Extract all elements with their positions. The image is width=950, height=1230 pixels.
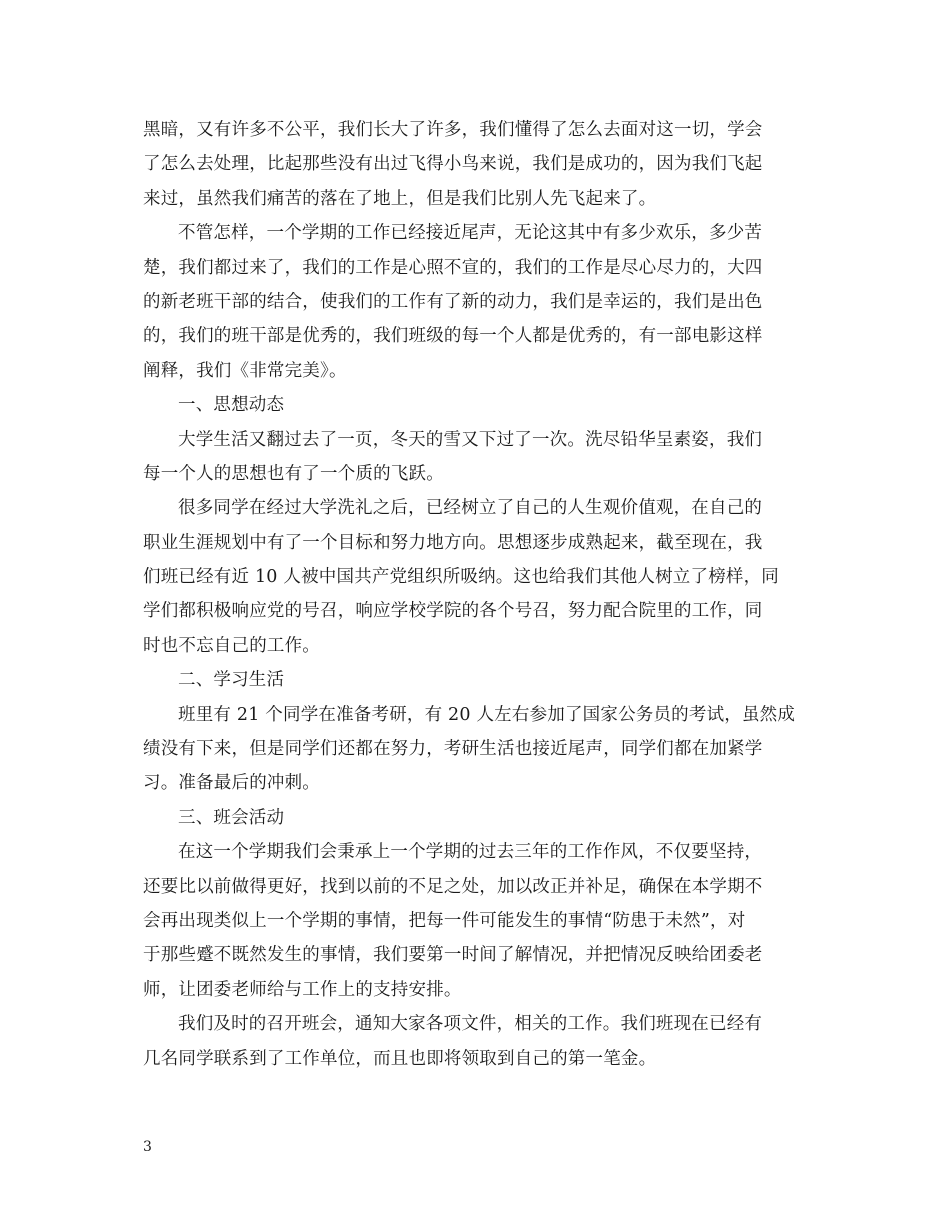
page-number: 3 <box>143 1139 152 1155</box>
text-line: 们班已经有近 10 人被中国共产党组织所吸纳。这也给我们其他人树立了榜样，同 <box>143 567 779 588</box>
text-line: 来过，虽然我们痛苦的落在了地上，但是我们比别人先飞起来了。 <box>143 188 657 209</box>
text-line: 楚，我们都过来了，我们的工作是心照不宣的，我们的工作是尽心尽力的，大四 <box>143 257 763 278</box>
text-line: 很多同学在经过大学洗礼之后，已经树立了自己的人生观价值观，在自己的 <box>178 498 763 519</box>
text-line: 的新老班干部的结合，使我们的工作有了新的动力，我们是幸运的，我们是出色 <box>143 291 763 312</box>
text-line: 班里有 21 个同学在准备考研，有 20 人左右参加了国家公务员的考试，虽然成 <box>178 704 796 725</box>
text-line: 黑暗，又有许多不公平，我们长大了许多，我们懂得了怎么去面对这一切，学会 <box>143 120 763 140</box>
text-line: 每一个人的思想也有了一个质的飞跃。 <box>143 463 444 484</box>
text-line: 不管怎样，一个学期的工作已经接近尾声，无论这其中有多少欢乐，多少苦 <box>178 223 763 244</box>
text-line: 还要比以前做得更好，找到以前的不足之处，加以改正并补足，确保在本学期不 <box>143 876 763 897</box>
text-line: 时也不忘自己的工作。 <box>143 635 320 656</box>
text-line: 在这一个学期我们会秉承上一个学期的过去三年的工作作风，不仅要坚持， <box>178 842 763 863</box>
section-heading: 一、思想动态 <box>178 395 285 416</box>
text-line: 习。准备最后的冲刺。 <box>143 773 320 794</box>
text-line: 我们及时的召开班会，通知大家各项文件，相关的工作。我们班现在已经有 <box>178 1014 763 1035</box>
text-line: 的，我们的班干部是优秀的，我们班级的每一个人都是优秀的，有一部电影这样 <box>143 326 763 347</box>
text-line: 会再出现类似上一个学期的事情，把每一件可能发生的事情“防患于未然”，对 <box>143 910 746 931</box>
text-line: 大学生活又翻过去了一页，冬天的雪又下过了一次。洗尽铅华呈素姿，我们 <box>178 429 763 450</box>
section-heading: 二、学习生活 <box>178 670 285 691</box>
text-line: 阐释，我们《非常完美》。 <box>143 360 347 381</box>
text-line: 绩没有下来，但是同学们还都在努力，考研生活也接近尾声，同学们都在加紧学 <box>143 739 763 760</box>
text-line: 了怎么去处理，比起那些没有出过飞得小鸟来说，我们是成功的，因为我们飞起 <box>143 154 763 175</box>
text-line: 职业生涯规划中有了一个目标和努力地方向。思想逐步成熟起来，截至现在，我 <box>143 532 763 553</box>
document-body <box>143 113 813 1076</box>
text-line: 师，让团委老师给与工作上的支持安排。 <box>143 979 462 1000</box>
text-line: 于那些蹙不既然发生的事情，我们要第一时间了解情况，并把情况反映给团委老 <box>143 945 763 966</box>
text-line: 几名同学联系到了工作单位，而且也即将领取到自己的第一笔金。 <box>143 1048 657 1069</box>
section-heading: 三、班会活动 <box>178 807 285 828</box>
text-line: 学们都积极响应党的号召，响应学校学院的各个号召，努力配合院里的工作，同 <box>143 601 763 622</box>
